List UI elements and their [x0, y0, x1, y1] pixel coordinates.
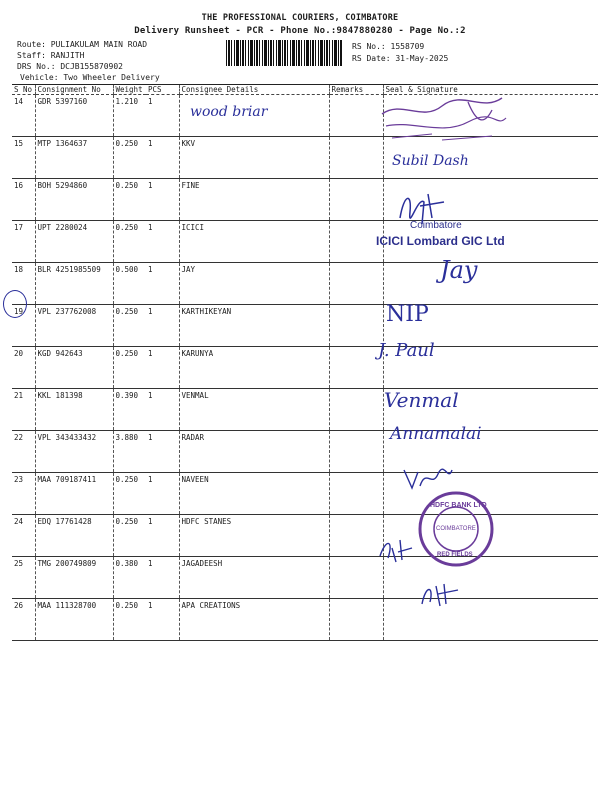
- cell-pcs: 1: [146, 221, 179, 263]
- cell-sno: 14: [12, 95, 35, 137]
- barcode: [226, 40, 342, 66]
- hdfc-seal-mid: COIMBATORE: [436, 526, 476, 532]
- cell-consignment: BLR 4251985509: [35, 263, 113, 305]
- header-remarks: Remarks: [329, 85, 383, 95]
- cell-signature: [383, 599, 598, 641]
- cell-pcs: 1: [146, 95, 179, 137]
- cell-remarks: [329, 599, 383, 641]
- cell-sno: 18: [12, 263, 35, 305]
- cell-remarks: [329, 263, 383, 305]
- cell-sno: 25: [12, 557, 35, 599]
- cell-consignment: TMG 200749809: [35, 557, 113, 599]
- cell-consignment: MAA 111328700: [35, 599, 113, 641]
- cell-weight: 0.250: [113, 137, 146, 179]
- cell-sno: 22: [12, 431, 35, 473]
- cell-weight: 0.250: [113, 515, 146, 557]
- header-pcs: PCS: [146, 85, 179, 95]
- rs-number: RS No.: 1558709: [352, 42, 425, 51]
- cell-consignment: MTP 1364637: [35, 137, 113, 179]
- signature-row20: J. Paul: [378, 340, 435, 361]
- cell-sno: 21: [12, 389, 35, 431]
- header-signature: Seal & Signature: [383, 85, 598, 95]
- cell-consignee: ICICI: [179, 221, 329, 263]
- signature-row19: NIP: [386, 302, 429, 327]
- cell-consignment: GDR 5397160: [35, 95, 113, 137]
- cell-sno: 16: [12, 179, 35, 221]
- cell-consignee: KKV: [179, 137, 329, 179]
- vehicle-label: Vehicle: Two Wheeler Delivery: [20, 73, 160, 82]
- cell-consignee: APA CREATIONS: [179, 599, 329, 641]
- cell-remarks: [329, 347, 383, 389]
- cell-sno: 17: [12, 221, 35, 263]
- hdfc-seal-top: HDFC BANK LTD: [430, 502, 487, 509]
- cell-consignee: VENMAL: [179, 389, 329, 431]
- stamp-city: Coimbatore: [410, 220, 462, 231]
- hdfc-seal-bottom: RED FIELDS: [437, 552, 473, 558]
- cell-remarks: [329, 305, 383, 347]
- signature-row22: Annamalai: [390, 424, 482, 444]
- header-sno: S No: [12, 85, 35, 95]
- table-row: [12, 305, 598, 347]
- cell-consignee: NAVEEN: [179, 473, 329, 515]
- table-row: [12, 431, 598, 473]
- cell-sno: 26: [12, 599, 35, 641]
- header-weight: Weight: [113, 85, 146, 95]
- cell-consignee: HDFC STANES: [179, 515, 329, 557]
- cell-weight: 0.500: [113, 263, 146, 305]
- cell-consignment: UPT 2280024: [35, 221, 113, 263]
- cell-consignment: BOH 5294860: [35, 179, 113, 221]
- cell-sno: 23: [12, 473, 35, 515]
- cell-weight: 0.250: [113, 473, 146, 515]
- cell-sno: 19: [12, 305, 35, 347]
- table-row: [12, 221, 598, 263]
- cell-sno: 24: [12, 515, 35, 557]
- header-consignee: Consignee Details: [179, 85, 329, 95]
- cell-consignee: RADAR: [179, 431, 329, 473]
- cell-remarks: [329, 515, 383, 557]
- cell-remarks: [329, 389, 383, 431]
- table-row: [12, 473, 598, 515]
- cell-pcs: 1: [146, 473, 179, 515]
- cell-pcs: 1: [146, 557, 179, 599]
- cell-weight: 0.250: [113, 179, 146, 221]
- cell-weight: 0.250: [113, 305, 146, 347]
- cell-remarks: [329, 221, 383, 263]
- cell-pcs: 1: [146, 137, 179, 179]
- cell-weight: 1.210: [113, 95, 146, 137]
- cell-consignment: KKL 181398: [35, 389, 113, 431]
- cell-remarks: [329, 557, 383, 599]
- cell-remarks: [329, 473, 383, 515]
- table-row: [12, 389, 598, 431]
- cell-consignee: JAY: [179, 263, 329, 305]
- cell-sno: 20: [12, 347, 35, 389]
- icici-stamp: ICICI Lombard GIC Ltd: [376, 234, 505, 248]
- cell-consignee: KARTHIKEYAN: [179, 305, 329, 347]
- cell-consignment: KGD 942643: [35, 347, 113, 389]
- cell-consignee: FINE: [179, 179, 329, 221]
- signature-row18: Jay: [440, 256, 478, 284]
- cell-consignment: VPL 237762008: [35, 305, 113, 347]
- cell-pcs: 1: [146, 599, 179, 641]
- cell-consignee: KARUNYA: [179, 347, 329, 389]
- cell-pcs: 1: [146, 347, 179, 389]
- cell-signature: [383, 263, 598, 305]
- cell-weight: 0.390: [113, 389, 146, 431]
- cell-pcs: 1: [146, 305, 179, 347]
- cell-weight: 0.250: [113, 221, 146, 263]
- signature-row26: [418, 580, 462, 610]
- route-label: Route: PULIAKULAM MAIN ROAD: [17, 40, 148, 49]
- hand-circle-mark: [3, 290, 27, 318]
- company-title: THE PROFESSIONAL COURIERS, COIMBATORE: [201, 13, 399, 23]
- runsheet-heading: Delivery Runsheet - PCR - Phone No.:9847880280 - Page No.:2: [134, 26, 466, 36]
- table-row: [12, 263, 598, 305]
- signature-row15: Subil Dash: [392, 153, 469, 169]
- cell-consignment: MAA 709187411: [35, 473, 113, 515]
- cell-pcs: 1: [146, 431, 179, 473]
- cell-consignment: VPL 343433432: [35, 431, 113, 473]
- cell-sno: 15: [12, 137, 35, 179]
- cell-pcs: 1: [146, 389, 179, 431]
- table-row: [12, 557, 598, 599]
- cell-weight: 0.250: [113, 347, 146, 389]
- handwritten-consignee: wood briar: [190, 104, 268, 120]
- runsheet-table: [12, 84, 598, 641]
- table-row: [12, 515, 598, 557]
- cell-weight: 0.380: [113, 557, 146, 599]
- cell-pcs: 1: [146, 263, 179, 305]
- staff-label: Staff: RANJITH: [17, 51, 85, 60]
- header-consignment: Consignment No: [35, 85, 113, 95]
- table-row: [12, 179, 598, 221]
- cell-consignee: JAGADEESH: [179, 557, 329, 599]
- signature-row21: Venmal: [384, 388, 459, 412]
- drs-label: DRS No.: DCJB155870902: [17, 62, 123, 71]
- purple-seal-scribble: [372, 92, 512, 150]
- cell-pcs: 1: [146, 179, 179, 221]
- cell-consignment: EDQ 17761428: [35, 515, 113, 557]
- rs-date: RS Date: 31-May-2025: [352, 54, 449, 63]
- table-row: [12, 599, 598, 641]
- cell-weight: 3.880: [113, 431, 146, 473]
- cell-pcs: 1: [146, 515, 179, 557]
- cell-remarks: [329, 431, 383, 473]
- table-row: [12, 347, 598, 389]
- signature-row25: [376, 536, 416, 566]
- cell-weight: 0.250: [113, 599, 146, 641]
- cell-remarks: [329, 179, 383, 221]
